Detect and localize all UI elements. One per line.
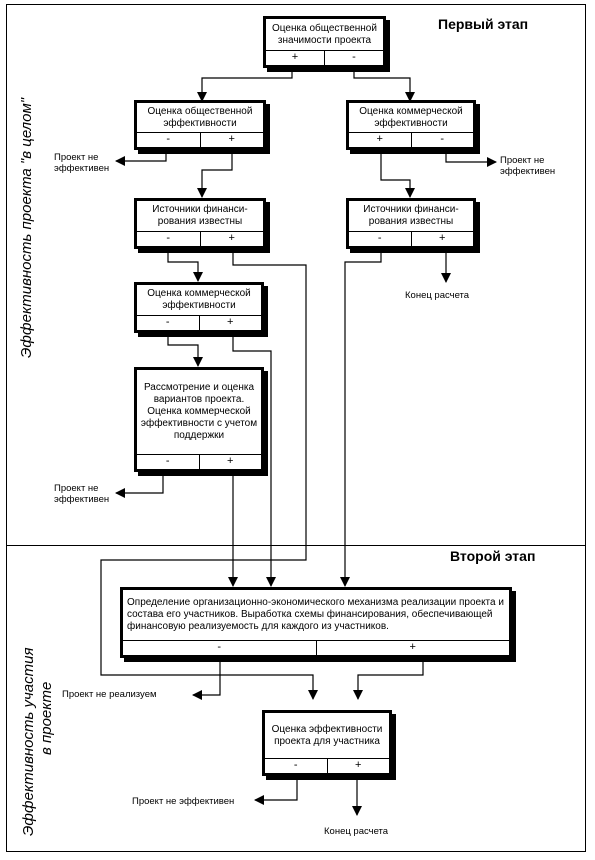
box-text: Оценка общественной эффективности (147, 105, 253, 129)
outcome-not-realized: Проект не реализуем (62, 689, 157, 700)
connector (193, 658, 220, 695)
branch-left: - (166, 133, 171, 145)
outcome-not-effective-4: Проект не эффективен (132, 796, 235, 807)
box-variants (134, 367, 264, 472)
outcome-not-effective-1: Проект не эффективен (54, 152, 110, 174)
box-text: Рассмотрение и оценка вариантов проекта. Оценка коммерческой эффективности с учетом поддержки (140, 382, 258, 441)
connector (354, 68, 410, 101)
box-text: Определение организационно-экономического механизма реализации проекта и состава его участников. Выработка схемы финансирования, обеспечивающей финансовую реализуемость для каждого из участников. (127, 597, 504, 632)
branch-right: - (411, 133, 474, 147)
branch-right: + (411, 232, 474, 246)
connector (446, 150, 496, 162)
branch-right: + (200, 133, 264, 147)
branch-left: - (165, 316, 170, 328)
side-label-participation-1: Эффективность участия (20, 647, 37, 836)
branch-right: + (199, 455, 262, 469)
connector (116, 472, 163, 493)
box-text: Оценка эффективности проекта для участника (271, 723, 383, 747)
box-text: Источники финанси-рования известны (152, 204, 248, 227)
connector (116, 150, 166, 161)
side-label-project-whole: Эффективность проекта "в целом" (18, 97, 35, 358)
connector (358, 658, 423, 699)
connector (345, 249, 381, 586)
side-label-participation-2: в проекте (38, 681, 55, 755)
box-mechanism (120, 587, 512, 658)
connector (202, 150, 232, 197)
branch-right: + (200, 232, 264, 246)
outcome-end-calc-1: Конец расчета (405, 290, 470, 301)
branch-right: - (324, 51, 383, 65)
box-commercial-efficiency-left (134, 282, 264, 333)
box-financing-left (134, 198, 266, 249)
box-text: Оценка коммерческой эффективности (147, 288, 251, 311)
branch-left: - (165, 455, 170, 467)
box-financing-right (346, 198, 476, 249)
outcome-not-effective-3: Проект не эффективен (54, 483, 110, 505)
outcome-end-calc-2: Конец расчета (324, 826, 389, 837)
branch-right: + (327, 759, 390, 773)
branch-left: - (377, 232, 382, 244)
box-text: Оценка общественной значимости проекта (272, 22, 377, 46)
branch-right: + (316, 641, 510, 655)
stage-title-second: Второй этап (450, 548, 536, 564)
box-public-efficiency (134, 100, 266, 150)
outcome-not-effective-2: Проект не эффективен (500, 155, 556, 177)
box-public-significance (263, 16, 386, 68)
connector (255, 776, 297, 800)
connector (202, 68, 292, 101)
branch-right: + (199, 316, 262, 330)
branch-left: + (291, 51, 299, 63)
box-participant-efficiency (262, 710, 392, 776)
branch-left: - (217, 641, 222, 653)
box-text: Оценка коммерческой эффективности (359, 105, 463, 129)
stage-title-first: Первый этап (438, 16, 529, 32)
branch-left: + (376, 133, 383, 145)
branch-left: - (166, 232, 171, 244)
branch-left: - (293, 759, 298, 771)
box-commercial-efficiency-right (346, 100, 476, 150)
connector (168, 249, 198, 281)
connector (168, 333, 198, 366)
box-text: Источники финанси-рования известны (363, 204, 459, 227)
connector (381, 150, 410, 197)
